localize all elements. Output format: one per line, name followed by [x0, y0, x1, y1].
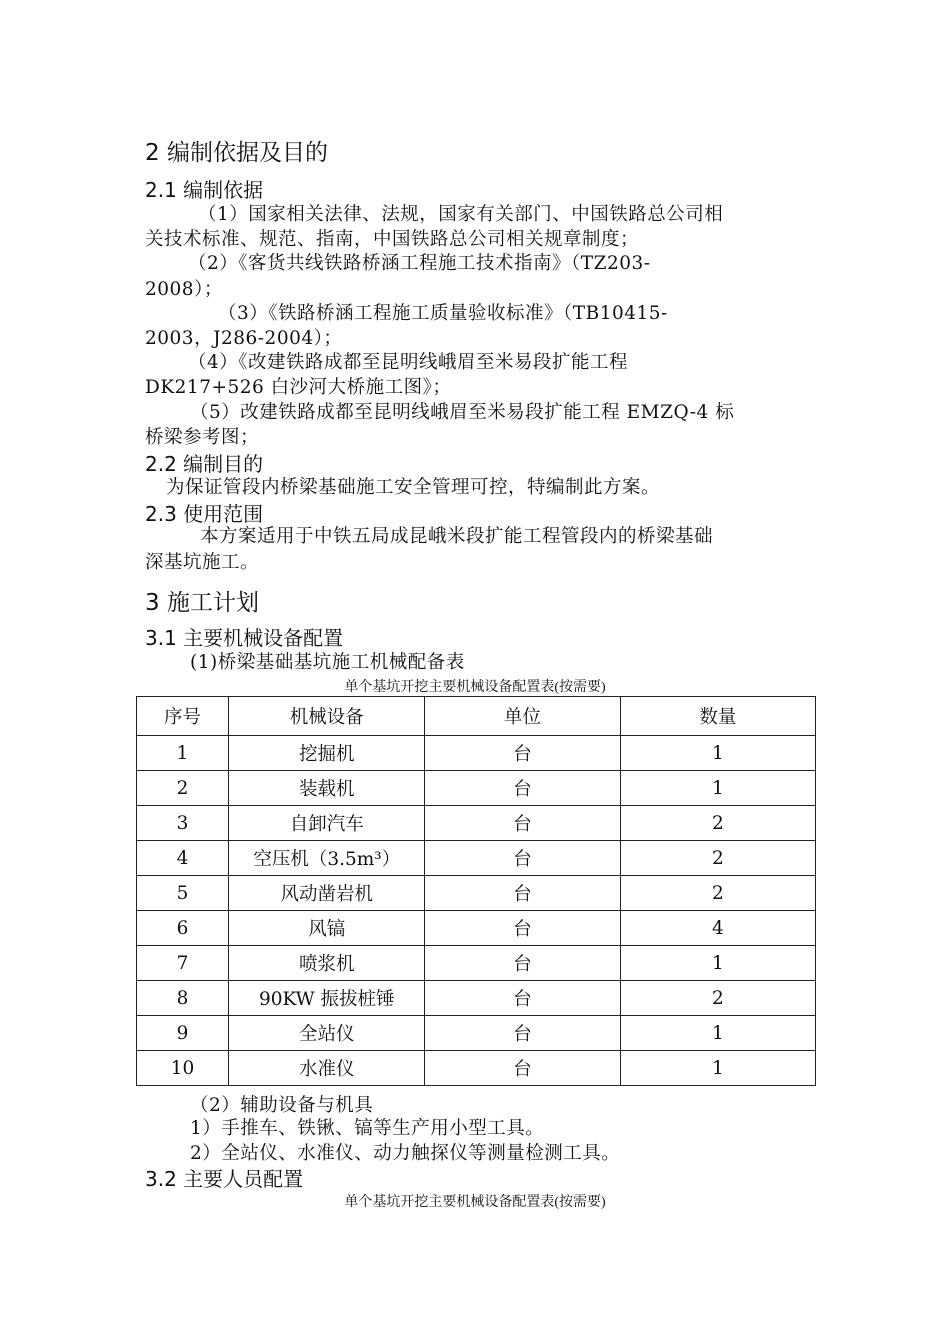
basis-item-2-line-1: （2）《客货共线铁路桥涵工程施工技术指南》（TZ203-: [188, 253, 651, 274]
cell-equipment: 空压机（3.5m³）: [229, 841, 425, 876]
cell-unit: 台: [425, 771, 620, 806]
cell-unit: 台: [425, 911, 620, 946]
basis-item-5-line-1: （5）改建铁路成都至昆明线峨眉至米易段扩能工程 EMZQ-4 标: [190, 402, 735, 423]
header-unit: 单位: [425, 697, 620, 736]
basis-item-5-line-2: 桥梁参考图；: [145, 427, 260, 448]
cell-equipment: 装载机: [229, 771, 425, 806]
basis-item-4-line-1: （4）《改建铁路成都至昆明线峨眉至米易段扩能工程: [188, 352, 629, 373]
header-index: 序号: [137, 697, 229, 736]
cell-quantity: 4: [620, 911, 815, 946]
table-row: [137, 946, 816, 981]
cell-unit: 台: [425, 806, 620, 841]
section-3-2-heading: 3.2 主要人员配置: [145, 1167, 304, 1191]
scope-line-2: 深基坑施工。: [145, 552, 260, 573]
table-row: [137, 771, 816, 806]
cell-unit: 台: [425, 876, 620, 911]
cell-quantity: 1: [620, 946, 815, 981]
cell-unit: 台: [425, 946, 620, 981]
cell-index: 2: [137, 771, 229, 806]
aux-item-2: 2）全站仪、水准仪、动力触探仪等测量检测工具。: [190, 1143, 621, 1164]
aux-subtitle: （2）辅助设备与机具: [190, 1095, 374, 1116]
table-subtitle: (1)桥梁基础基坑施工机械配备表: [190, 652, 465, 673]
cell-unit: 台: [425, 981, 620, 1016]
cell-unit: 台: [425, 841, 620, 876]
basis-item-3-line-1: （3）《铁路桥涵工程施工质量验收标准》（TB10415-: [218, 303, 668, 324]
section-3-heading: 3 施工计划: [145, 590, 259, 616]
cell-index: 6: [137, 911, 229, 946]
cell-index: 5: [137, 876, 229, 911]
cell-equipment: 全站仪: [229, 1016, 425, 1051]
section-2-3-heading: 2.3 使用范围: [145, 502, 264, 526]
table-row: [137, 1051, 816, 1086]
scope-line-1: 本方案适用于中铁五局成昆峨米段扩能工程管段内的桥梁基础: [200, 526, 714, 547]
table-caption: 单个基坑开挖主要机械设备配置表(按需要): [344, 680, 606, 695]
cell-unit: 台: [425, 736, 620, 771]
header-equipment: 机械设备: [229, 697, 425, 736]
cell-index: 1: [137, 736, 229, 771]
section-2-heading: 2 编制依据及目的: [145, 140, 328, 166]
cell-unit: 台: [425, 1051, 620, 1086]
section-2-2-heading: 2.2 编制目的: [145, 452, 264, 476]
cell-index: 8: [137, 981, 229, 1016]
table-row: [137, 1016, 816, 1051]
cell-quantity: 2: [620, 841, 815, 876]
table-header-row: [137, 697, 816, 736]
table-row: [137, 806, 816, 841]
purpose-text: 为保证管段内桥梁基础施工安全管理可控，特编制此方案。: [166, 477, 661, 498]
personnel-caption: 单个基坑开挖主要机械设备配置表(按需要): [344, 1195, 606, 1210]
cell-equipment: 水准仪: [229, 1051, 425, 1086]
cell-index: 10: [137, 1051, 229, 1086]
table-row: [137, 981, 816, 1016]
cell-equipment: 自卸汽车: [229, 806, 425, 841]
cell-quantity: 2: [620, 876, 815, 911]
table-row: [137, 911, 816, 946]
basis-item-2-line-2: 2008）；: [145, 279, 223, 300]
section-3-1-heading: 3.1 主要机械设备配置: [145, 626, 344, 650]
cell-equipment: 风镐: [229, 911, 425, 946]
cell-quantity: 1: [620, 771, 815, 806]
basis-item-4-line-2: DK217+526 白沙河大桥施工图》；: [145, 377, 452, 398]
cell-index: 3: [137, 806, 229, 841]
table-row: [137, 736, 816, 771]
equipment-table: [136, 696, 816, 1086]
cell-equipment: 90KW 振拔桩锤: [229, 981, 425, 1016]
cell-index: 7: [137, 946, 229, 981]
cell-quantity: 1: [620, 736, 815, 771]
cell-index: 4: [137, 841, 229, 876]
cell-equipment: 风动凿岩机: [229, 876, 425, 911]
table-row: [137, 841, 816, 876]
cell-equipment: 挖掘机: [229, 736, 425, 771]
cell-quantity: 1: [620, 1051, 815, 1086]
cell-quantity: 1: [620, 1016, 815, 1051]
basis-item-1-line-1: （1）国家相关法律、法规，国家有关部门、中国铁路总公司相: [198, 204, 724, 225]
basis-item-3-line-2: 2003，J286-2004）；: [145, 328, 343, 349]
cell-quantity: 2: [620, 981, 815, 1016]
cell-quantity: 2: [620, 806, 815, 841]
cell-unit: 台: [425, 1016, 620, 1051]
header-quantity: 数量: [620, 697, 815, 736]
cell-index: 9: [137, 1016, 229, 1051]
table-row: [137, 876, 816, 911]
section-2-1-heading: 2.1 编制依据: [145, 178, 264, 202]
cell-equipment: 喷浆机: [229, 946, 425, 981]
aux-item-1: 1）手推车、铁锹、镐等生产用小型工具。: [190, 1118, 545, 1139]
basis-item-1-line-2: 关技术标准、规范、指南，中国铁路总公司相关规章制度；: [145, 229, 640, 250]
